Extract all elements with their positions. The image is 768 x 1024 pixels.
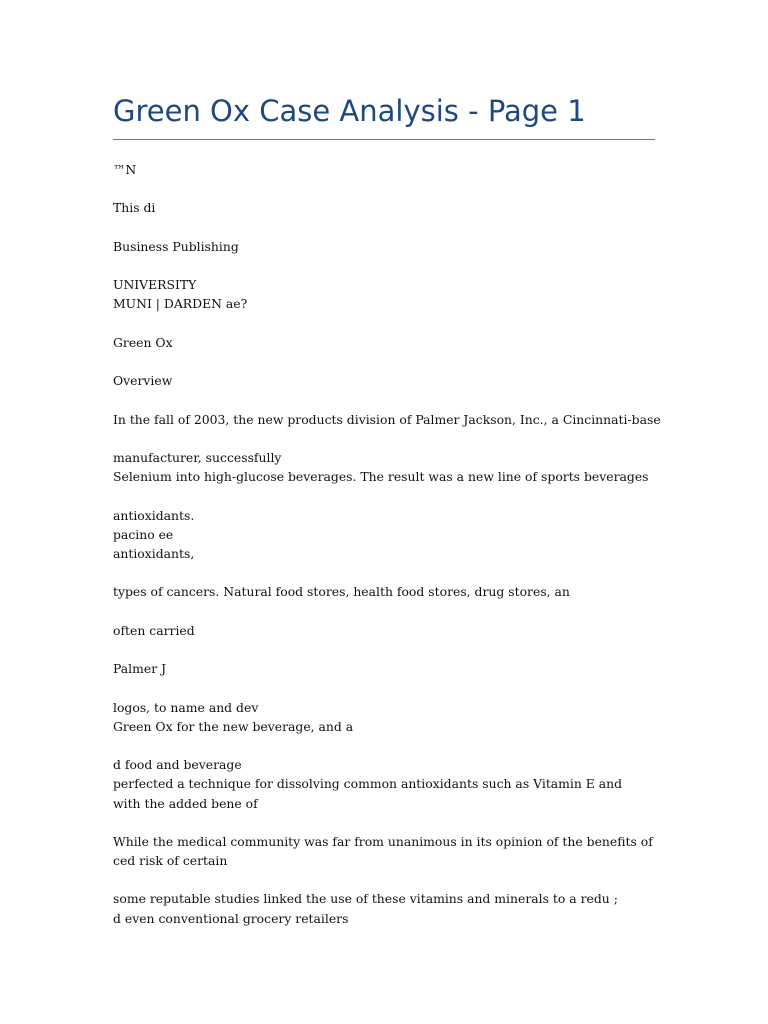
text-line: Palmer J — [113, 661, 167, 677]
text-line: logos, to name and dev — [113, 699, 259, 715]
paragraph — [113, 410, 673, 429]
text-line: with the added bene of — [113, 795, 258, 811]
text-line: antioxidants, — [113, 545, 195, 561]
paragraph — [113, 333, 673, 352]
paragraph — [113, 755, 673, 813]
text-line: perfected a technique for dissolving common antioxidants such as Vitamin E and — [113, 776, 623, 792]
text-line: manufacturer, successfully — [113, 449, 282, 465]
text-line: antioxidants. — [113, 507, 195, 523]
text-line: Green Ox for the new beverage, and a — [113, 718, 354, 734]
text-line: ™N — [113, 162, 137, 177]
text-line: types of cancers. Natural food stores, health food stores, drug stores, an — [113, 584, 570, 600]
text-line: Business Publishing — [113, 238, 239, 254]
paragraph — [113, 698, 673, 736]
paragraph — [113, 160, 673, 179]
text-line: This di — [113, 200, 156, 216]
text-line: d even conventional grocery retailers — [113, 910, 349, 926]
document-title: Green Ox Case Analysis - Page 1 — [113, 94, 586, 128]
text-line: In the fall of 2003, the new products division of Palmer Jackson, Inc., a Cincinnati-base — [113, 411, 661, 427]
text-line: pacino ee — [113, 526, 174, 542]
text-line: Overview — [113, 373, 173, 389]
text-line: ced risk of certain — [113, 853, 228, 869]
paragraph — [113, 621, 673, 640]
paragraph — [113, 889, 673, 927]
text-line: d food and beverage — [113, 757, 242, 773]
paragraph — [113, 659, 673, 678]
paragraph — [113, 506, 673, 564]
paragraph — [113, 198, 673, 217]
document-body — [113, 160, 673, 947]
text-line: Selenium into high-glucose beverages. The result was a new line of sports beverages — [113, 469, 649, 485]
text-line: often carried — [113, 622, 195, 638]
paragraph — [113, 582, 673, 601]
text-line: some reputable studies linked the use of these vitamins and minerals to a redu ; — [113, 891, 618, 907]
paragraph — [113, 275, 673, 313]
text-line: UNIVERSITY — [113, 277, 197, 293]
paragraph — [113, 832, 673, 870]
title-underline — [113, 139, 655, 140]
paragraph — [113, 237, 673, 256]
paragraph — [113, 371, 673, 390]
text-line: Green Ox — [113, 334, 173, 350]
text-line: MUNI | DARDEN ae? — [113, 296, 248, 312]
text-line: While the medical community was far from unanimous in its opinion of the benefits of — [113, 833, 653, 849]
paragraph — [113, 448, 673, 486]
